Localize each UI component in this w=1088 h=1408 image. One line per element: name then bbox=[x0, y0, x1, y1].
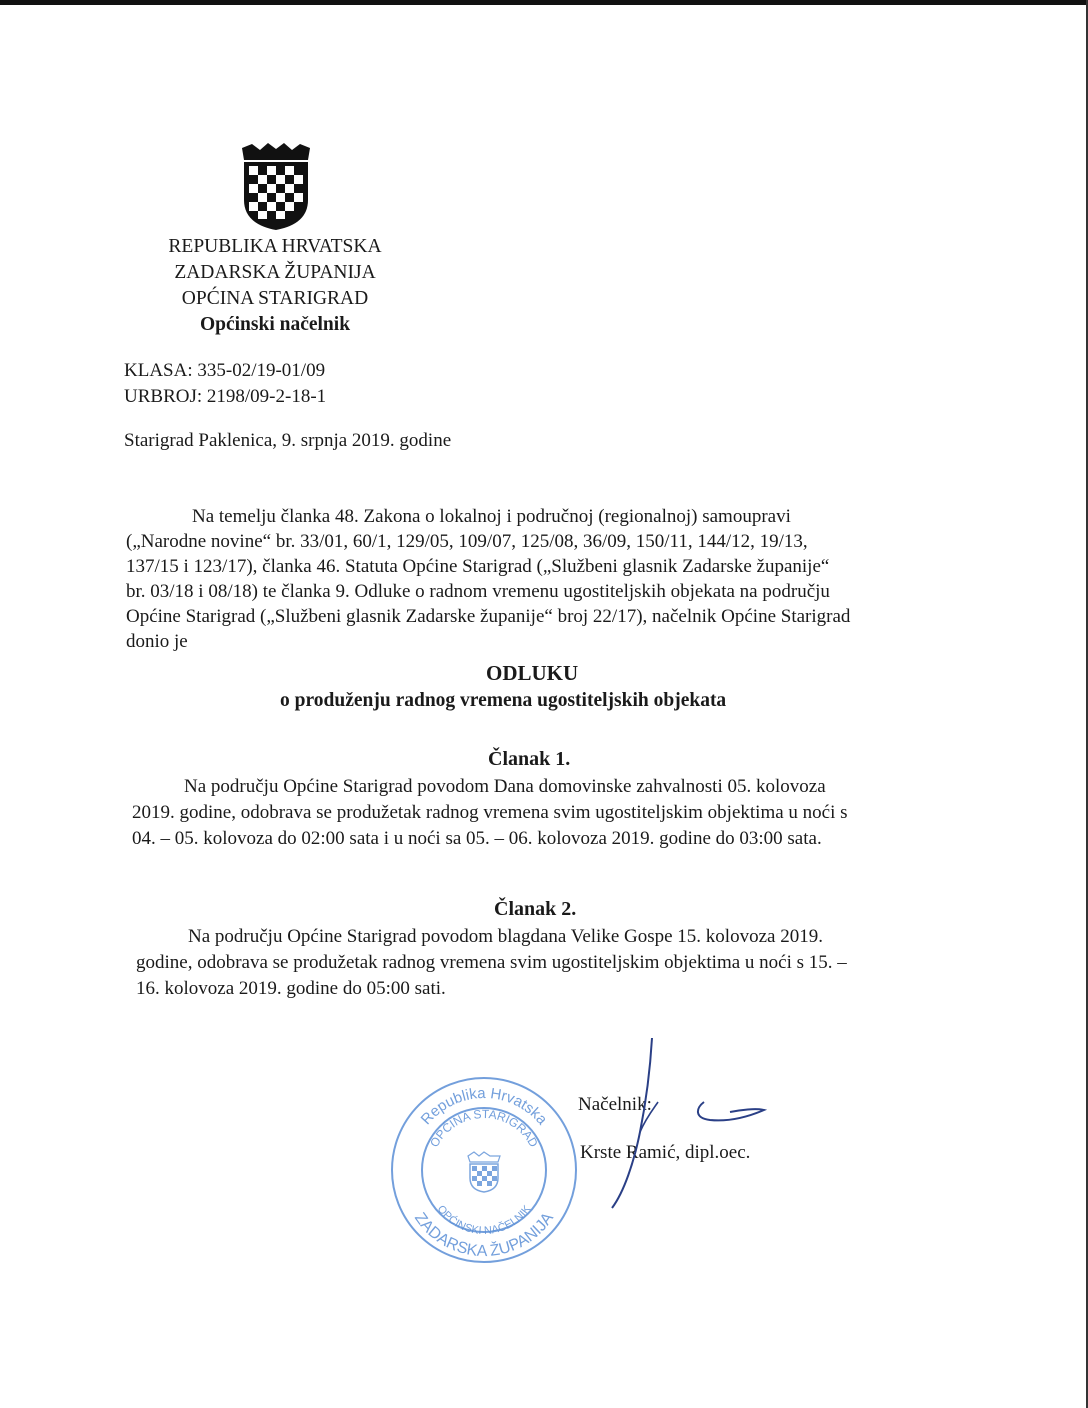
reference-block bbox=[124, 358, 326, 410]
scan-edge-top bbox=[0, 0, 1088, 5]
article-1-line: Na području Općine Starigrad povodom Dana domovinske zahvalnosti 05. kolovoza bbox=[184, 776, 826, 797]
article-1-line: 2019. godine, odobrava se produžetak radnog vremena svim ugostiteljskim objektima u noći s bbox=[132, 802, 848, 823]
intro-line: br. 03/18 i 08/18) te članka 9. Odluke o radnom vremenu ugostiteljskih objekata na području bbox=[126, 581, 830, 602]
stamp-bottom-text: OPĆINSKI NAČELNIK bbox=[434, 1203, 534, 1238]
article-1-body bbox=[132, 774, 922, 852]
intro-line: Na temelju članka 48. Zakona o lokalnoj i područnoj (regionalnoj) samoupravi bbox=[192, 506, 791, 527]
intro-line: donio je bbox=[126, 631, 188, 652]
stamp-ring-text: ZADARSKA ŽUPANIJA bbox=[410, 1209, 558, 1261]
decision-title: ODLUKU bbox=[486, 661, 579, 685]
letterhead-county: ZADARSKA ŽUPANIJA bbox=[174, 262, 376, 283]
stamp-middle-text: OPĆINA STARIGRAD bbox=[427, 1106, 541, 1150]
article-2-line: 16. kolovoza 2019. godine do 05:00 sati. bbox=[136, 978, 446, 999]
coat-of-arms-icon bbox=[238, 140, 314, 232]
letterhead-country: REPUBLIKA HRVATSKA bbox=[168, 236, 382, 257]
article-2-title: Članak 2. bbox=[494, 898, 577, 920]
article-2-line: Na području Općine Starigrad povodom blagdana Velike Gospe 15. kolovoza 2019. bbox=[188, 926, 823, 947]
decision-subtitle: o produženju radnog vremena ugostiteljskih objekata bbox=[280, 690, 727, 711]
letterhead-office: Općinski načelnik bbox=[199, 314, 351, 335]
handwritten-signature bbox=[580, 1032, 790, 1212]
urbroj: URBROJ: 2198/09-2-18-1 bbox=[124, 386, 327, 407]
article-1-title: Članak 1. bbox=[488, 748, 571, 770]
klasa: KLASA: 335-02/19-01/09 bbox=[124, 360, 326, 381]
intro-line: 137/15 i 123/17), članka 46. Statuta Općine Starigrad („Službeni glasnik Zadarske županije“ bbox=[126, 556, 830, 577]
letterhead bbox=[130, 234, 420, 338]
place-date: Starigrad Paklenica, 9. srpnja 2019. godine bbox=[124, 430, 452, 451]
article-2-body bbox=[136, 924, 936, 1002]
intro-line: Općine Starigrad („Službeni glasnik Zadarske županije“ broj 22/17), načelnik Općine Starigrad bbox=[126, 606, 851, 627]
signature-label: Načelnik: bbox=[578, 1094, 652, 1115]
article-1-line: 04. – 05. kolovoza do 02:00 sata i u noći sa 05. – 06. kolovoza 2019. godine do 03:00 sata. bbox=[132, 828, 822, 849]
stamp-outer-text: Republika Hrvatska bbox=[417, 1084, 551, 1129]
intro-paragraph bbox=[126, 504, 936, 654]
official-stamp bbox=[388, 1074, 580, 1266]
intro-line: („Narodne novine“ br. 33/01, 60/1, 129/05, 109/07, 125/08, 36/09, 150/11, 144/12, 19/13, bbox=[126, 531, 808, 552]
svg-text:OPĆINSKI NAČELNIK bbox=[435, 1203, 534, 1237]
signatory-name: Krste Ramić, dipl.oec. bbox=[580, 1142, 751, 1163]
letterhead-municipality: OPĆINA STARIGRAD bbox=[181, 288, 369, 309]
article-2-line: godine, odobrava se produžetak radnog vremena svim ugostiteljskim objektima u noći s 15. – bbox=[136, 952, 847, 973]
